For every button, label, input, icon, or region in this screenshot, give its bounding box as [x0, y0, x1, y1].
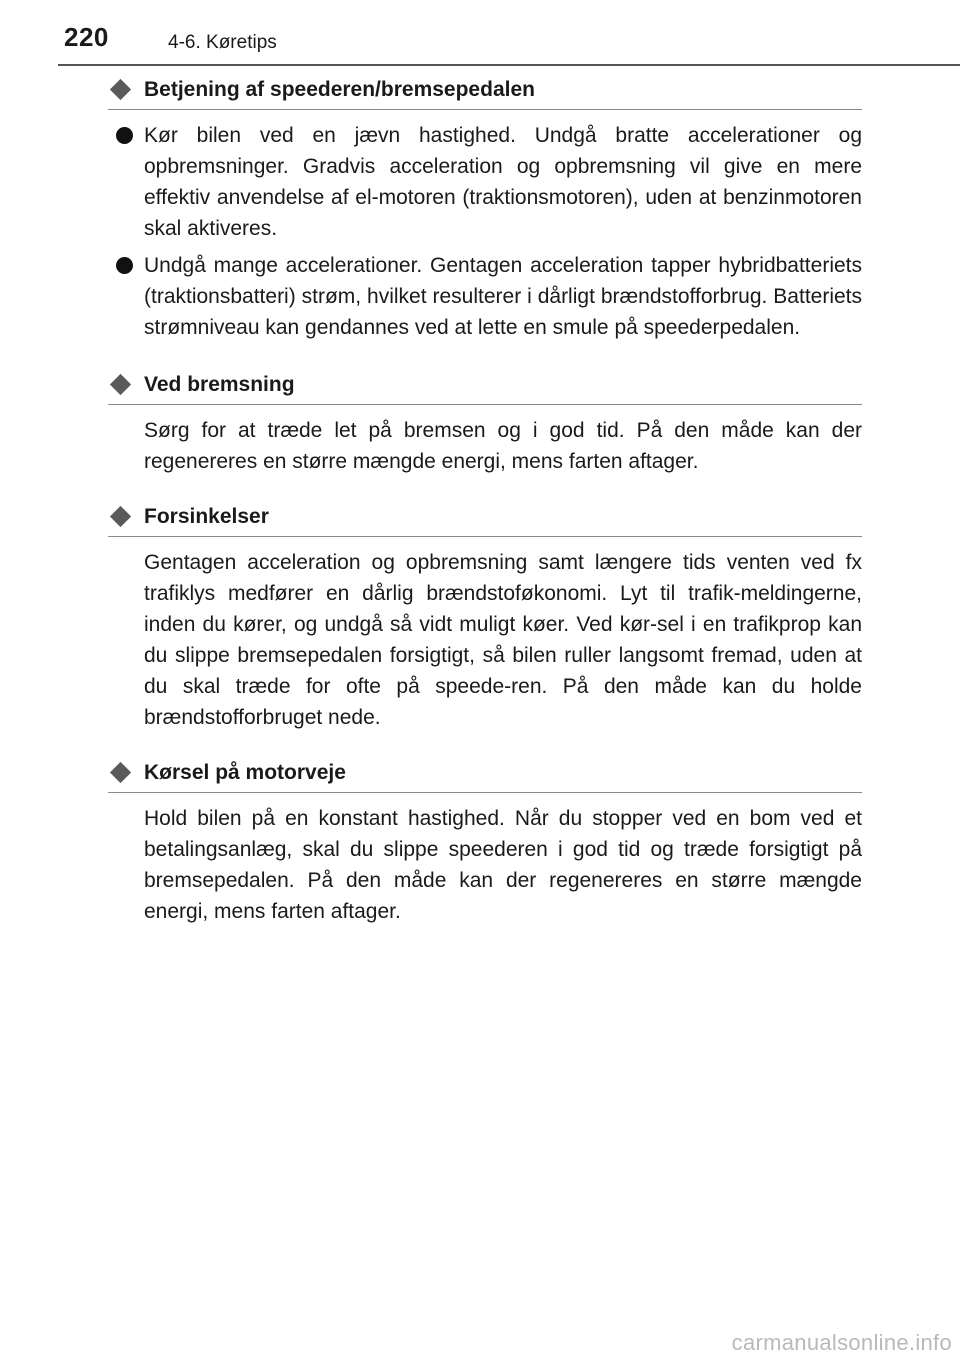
- diamond-bullet-icon: [110, 374, 131, 395]
- chapter-section-label: 4-6. Køretips: [168, 32, 277, 53]
- section-motorway: [108, 755, 862, 927]
- page-content: [108, 72, 862, 949]
- section-heading: [108, 367, 862, 405]
- section-heading: [108, 755, 862, 793]
- section-pedal-operation: [108, 72, 862, 343]
- section-heading: [108, 499, 862, 537]
- watermark-text: carmanualsonline.info: [731, 1330, 952, 1355]
- section-delays: [108, 499, 862, 733]
- diamond-bullet-icon: [110, 506, 131, 527]
- list-item-text: Undgå mange accelerationer. Gentagen acceleration tapper hybridbatteriets (traktionsbatteri) strøm, hvilket resulterer i dårligt brændstofforbrug. Batteriets strømniveau kan gendannes ved at lette en smule på speederpedalen.: [144, 254, 862, 339]
- list-item: [108, 250, 862, 343]
- list-item-text: Kør bilen ved en jævn hastighed. Undgå bratte accelerationer og opbremsninger. Gradvis acceleration og opbremsning vil give en mere effektiv anvendelse af el-motoren (traktionsmotoren), uden at benzinmotoren skal aktiveres.: [144, 124, 862, 240]
- page-header: [0, 0, 960, 66]
- section-braking: [108, 367, 862, 477]
- section-title: Ved bremsning: [144, 373, 295, 396]
- diamond-bullet-icon: [110, 762, 131, 783]
- section-title: Betjening af speederen/bremsepedalen: [144, 78, 535, 101]
- page-number: 220: [64, 22, 109, 52]
- bullet-list: [108, 120, 862, 343]
- section-heading: [108, 72, 862, 110]
- section-paragraph: Hold bilen på en konstant hastighed. Når du stopper ved en bom ved et betalingsanlæg, skal du slippe speederen i god tid og træde forsigtigt på bremsepedalen. På den måde kan der regenereres en større mængde energi, mens farten aftager.: [144, 807, 862, 923]
- section-paragraph: Gentagen acceleration og opbremsning samt længere tids venten ved fx trafiklys medfører en dårlig brændstoføkonomi. Lyt til trafik-meldingerne, inden du kører, og undgå så vidt muligt køer. Ved kør-sel i en trafikprop kan du slippe bremsepedalen forsigtigt, så bilen ruller langsomt fremad, uden at du skal træde for ofte på speede-ren. På den måde kan du holde brændstofforbruget nede.: [144, 551, 862, 729]
- section-paragraph: Sørg for at træde let på bremsen og i god tid. På den måde kan der regenereres en større mængde energi, mens farten aftager.: [144, 419, 862, 473]
- circle-bullet-icon: [116, 127, 133, 144]
- section-title: Forsinkelser: [144, 505, 269, 528]
- diamond-bullet-icon: [110, 79, 131, 100]
- circle-bullet-icon: [116, 257, 133, 274]
- list-item: [108, 120, 862, 244]
- header-divider: [58, 64, 960, 66]
- section-title: Kørsel på motorveje: [144, 761, 346, 784]
